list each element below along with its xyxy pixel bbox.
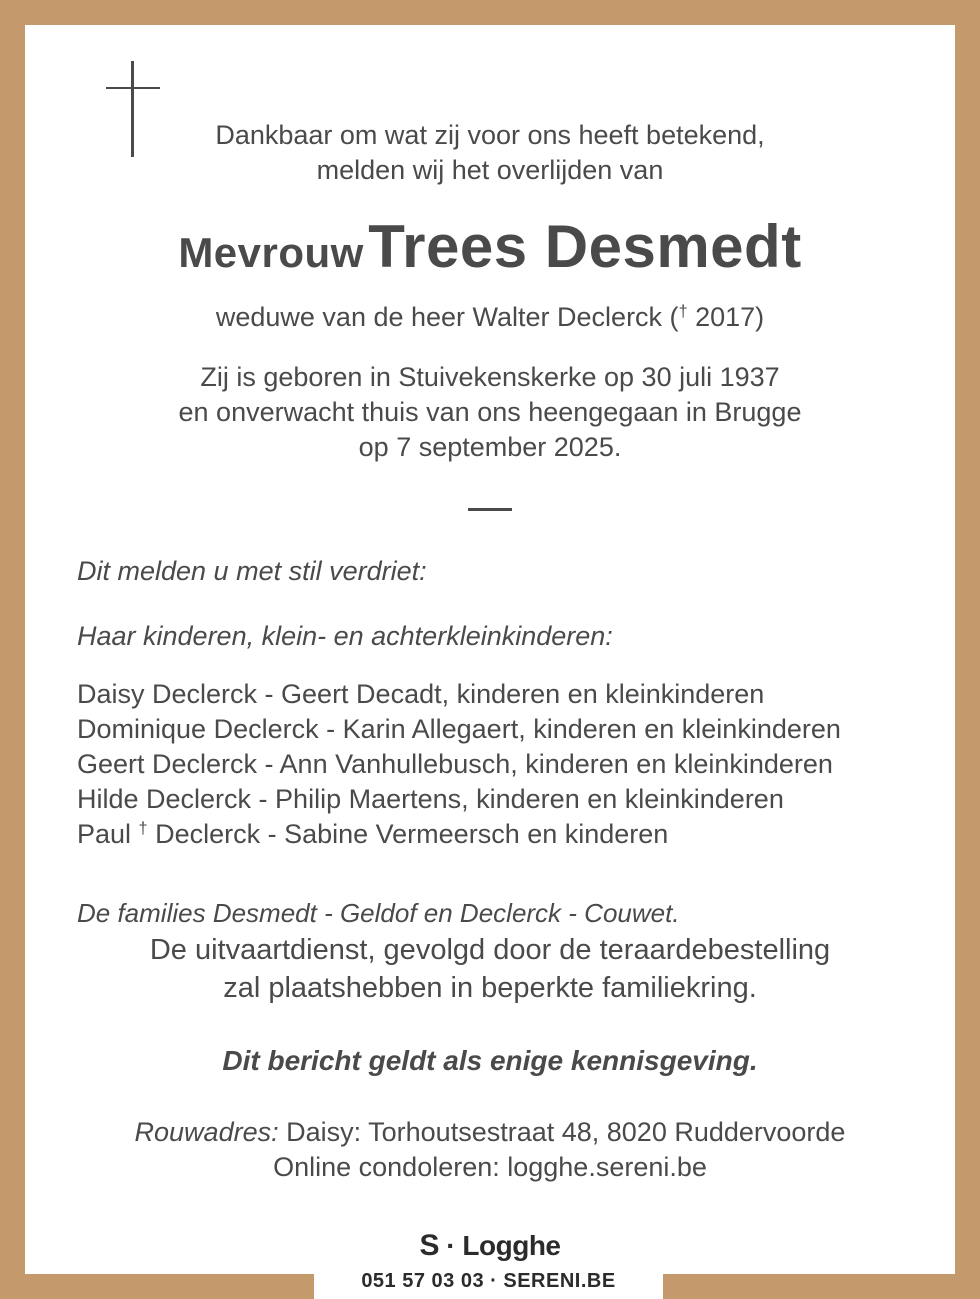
- list-item: Geert Declerck - Ann Vanhullebusch, kinderen en kleinkinderen: [77, 749, 833, 779]
- family-list: [77, 677, 841, 852]
- birth-line-3: op 7 september 2025.: [358, 432, 622, 462]
- widow-after: 2017): [687, 302, 765, 332]
- logo: [0, 1229, 980, 1263]
- deceased-name: [0, 212, 980, 298]
- name-full: Trees Desmedt: [368, 213, 802, 280]
- intro-line-2: melden wij het overlijden van: [316, 155, 664, 185]
- birth-death-info: [0, 360, 980, 465]
- intro-text: [0, 118, 980, 188]
- widow-before: weduwe van de heer Walter Declerck (: [215, 302, 679, 332]
- online-condolences: Online condoleren: logghe.sereni.be: [273, 1152, 707, 1182]
- address-block: [0, 1115, 980, 1185]
- last-line-after: Declerck - Sabine Vermeersch en kinderen: [147, 819, 669, 849]
- address-label: Rouwadres:: [134, 1117, 279, 1147]
- logo-mark: S: [419, 1229, 440, 1262]
- list-item: Daisy Declerck - Geert Decadt, kinderen en kleinkinderen: [77, 679, 765, 709]
- intro-line-1: Dankbaar om wat zij voor ons heeft betekend,: [215, 120, 765, 150]
- birth-line-1: Zij is geboren in Stuivekenskerke op 30 juli 1937: [200, 362, 780, 392]
- service-line-2: zal plaatshebben in beperkte familiekring.: [223, 972, 757, 1004]
- families-line: De families Desmedt - Geldof en Declerck - Couwet.: [77, 898, 680, 928]
- name-prefix: Mevrouw: [178, 229, 364, 276]
- divider: [468, 508, 512, 511]
- list-item: Dominique Declerck - Karin Allegaert, kinderen en kleinkinderen: [77, 714, 841, 744]
- service-line-1: De uitvaartdienst, gevolgd door de teraardebestelling: [149, 934, 831, 966]
- list-item: Hilde Declerck - Philip Maertens, kinderen en kleinkinderen: [77, 784, 784, 814]
- children-heading: Haar kinderen, klein- en achterkleinkinderen:: [77, 621, 613, 651]
- cross-symbol: †: [678, 302, 688, 321]
- widow-line: [0, 300, 980, 335]
- birth-line-2: en onverwacht thuis van ons heengegaan in Brugge: [178, 397, 802, 427]
- logo-separator: ·: [439, 1230, 463, 1261]
- mourners-intro: Dit melden u met stil verdriet:: [77, 556, 427, 586]
- notice: Dit bericht geldt als enige kennisgeving.: [222, 1045, 758, 1076]
- last-line-before: Paul: [77, 819, 139, 849]
- logo-name: Logghe: [462, 1230, 561, 1261]
- service-info: [0, 931, 980, 1007]
- list-item: [77, 817, 841, 852]
- address-value: Daisy: Torhoutsestraat 48, 8020 Ruddervoorde: [278, 1117, 846, 1147]
- footer-contact: 051 57 03 03 · SERENI.BE: [361, 1270, 616, 1292]
- cross-symbol: †: [138, 819, 148, 838]
